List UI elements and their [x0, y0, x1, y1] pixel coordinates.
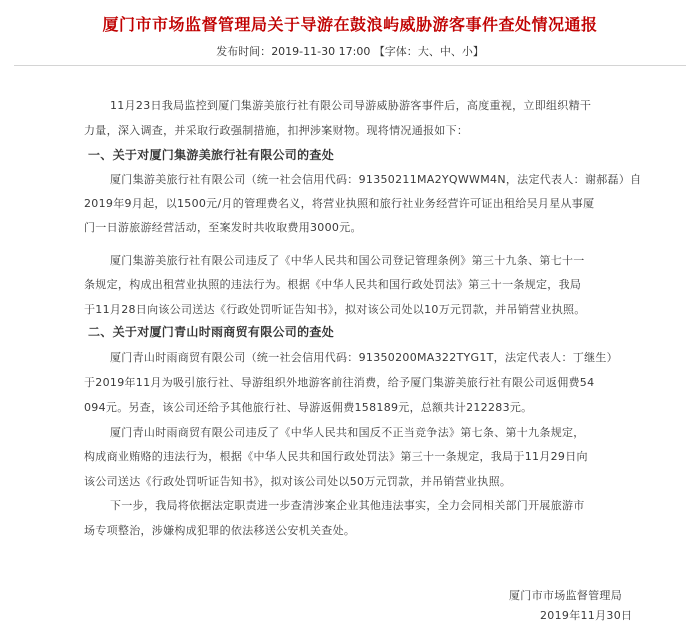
font-size-close: 】 [472, 45, 484, 58]
publish-meta [0, 43, 700, 59]
paragraph-line: 于2019年11月为吸引旅行社、导游组织外地游客前往消费，给予厦门集游美旅行社有限公司返佣费54 [84, 376, 595, 389]
paragraph-line: 条规定，构成出租营业执照的违法行为。根据《中华人民共和国行政处罚法》第三十一条规定，我局 [84, 278, 582, 291]
paragraph-line: 厦门集游美旅行社有限公司（统一社会信用代码：91350211MA2YQWWM4N，法定代表人：谢郝磊）自 [110, 173, 642, 186]
font-medium-link[interactable]: 中 [439, 45, 451, 58]
paragraph-line: 094元。另查，该公司还给予其他旅行社、导游返佣费158189元，总额共计212283元。 [84, 401, 533, 414]
paragraph-line: 厦门集游美旅行社有限公司违反了《中华人民共和国公司登记管理条例》第三十九条、第七十一 [110, 254, 585, 267]
paragraph-line: 构成商业贿赂的违法行为，根据《中华人民共和国行政处罚法》第三十一条规定，我局于11月29日向 [84, 450, 588, 463]
paragraph-line: 门一日游旅游经营活动，至案发时共收取费用3000元。 [84, 221, 362, 234]
section-heading: 一、关于对厦门集游美旅行社有限公司的查处 [88, 148, 335, 162]
paragraph-line: 力量，深入调查，并采取行政强制措施，扣押涉案财物。现将情况通报如下： [84, 124, 469, 137]
font-large-link[interactable]: 大 [417, 45, 429, 58]
title-divider [14, 65, 686, 66]
section-heading: 二、关于对厦门青山时雨商贸有限公司的查处 [88, 325, 335, 339]
paragraph-line: 场专项整治，涉嫌构成犯罪的依法移送公安机关查处。 [84, 524, 356, 537]
font-size-label: 【字体： [373, 45, 418, 58]
font-separator: 、 [428, 45, 440, 58]
paragraph-line: 厦门青山时雨商贸有限公司（统一社会信用代码：91350200MA322TYG1T，法定代表人：丁继生） [110, 351, 618, 364]
signature-org: 厦门市市场监督管理局 [509, 589, 622, 602]
paragraph-line: 11月23日我局监控到厦门集游美旅行社有限公司导游威胁游客事件后，高度重视，立即组织精干 [110, 99, 592, 112]
font-small-link[interactable]: 小 [461, 45, 473, 58]
paragraph-line: 于11月28日向该公司送达《行政处罚听证告知书》，拟对该公司处以10万元罚款，并吊销营业执照。 [84, 303, 586, 316]
signature-date: 2019年11月30日 [540, 609, 633, 622]
page-title: 厦门市市场监督管理局关于导游在鼓浪屿威胁游客事件查处情况通报 [102, 15, 598, 34]
paragraph-line: 该公司送达《行政处罚听证告知书》，拟对该公司处以50万元罚款，并吊销营业执照。 [84, 475, 512, 488]
paragraph-line: 下一步，我局将依据法定职责进一步查清涉案企业其他违法事实，全力会同相关部门开展旅游市 [110, 499, 585, 512]
paragraph-line: 厦门青山时雨商贸有限公司违反了《中华人民共和国反不正当竞争法》第七条、第十九条规定， [110, 426, 585, 439]
paragraph-line: 2019年9月起，以1500元/月的管理费名义，将营业执照和旅行社业务经营许可证出租给吴月星从事厦 [84, 197, 595, 210]
publish-label: 发布时间： [216, 45, 272, 58]
font-separator: 、 [450, 45, 462, 58]
publish-time: 2019-11-30 17:00 [271, 45, 371, 58]
